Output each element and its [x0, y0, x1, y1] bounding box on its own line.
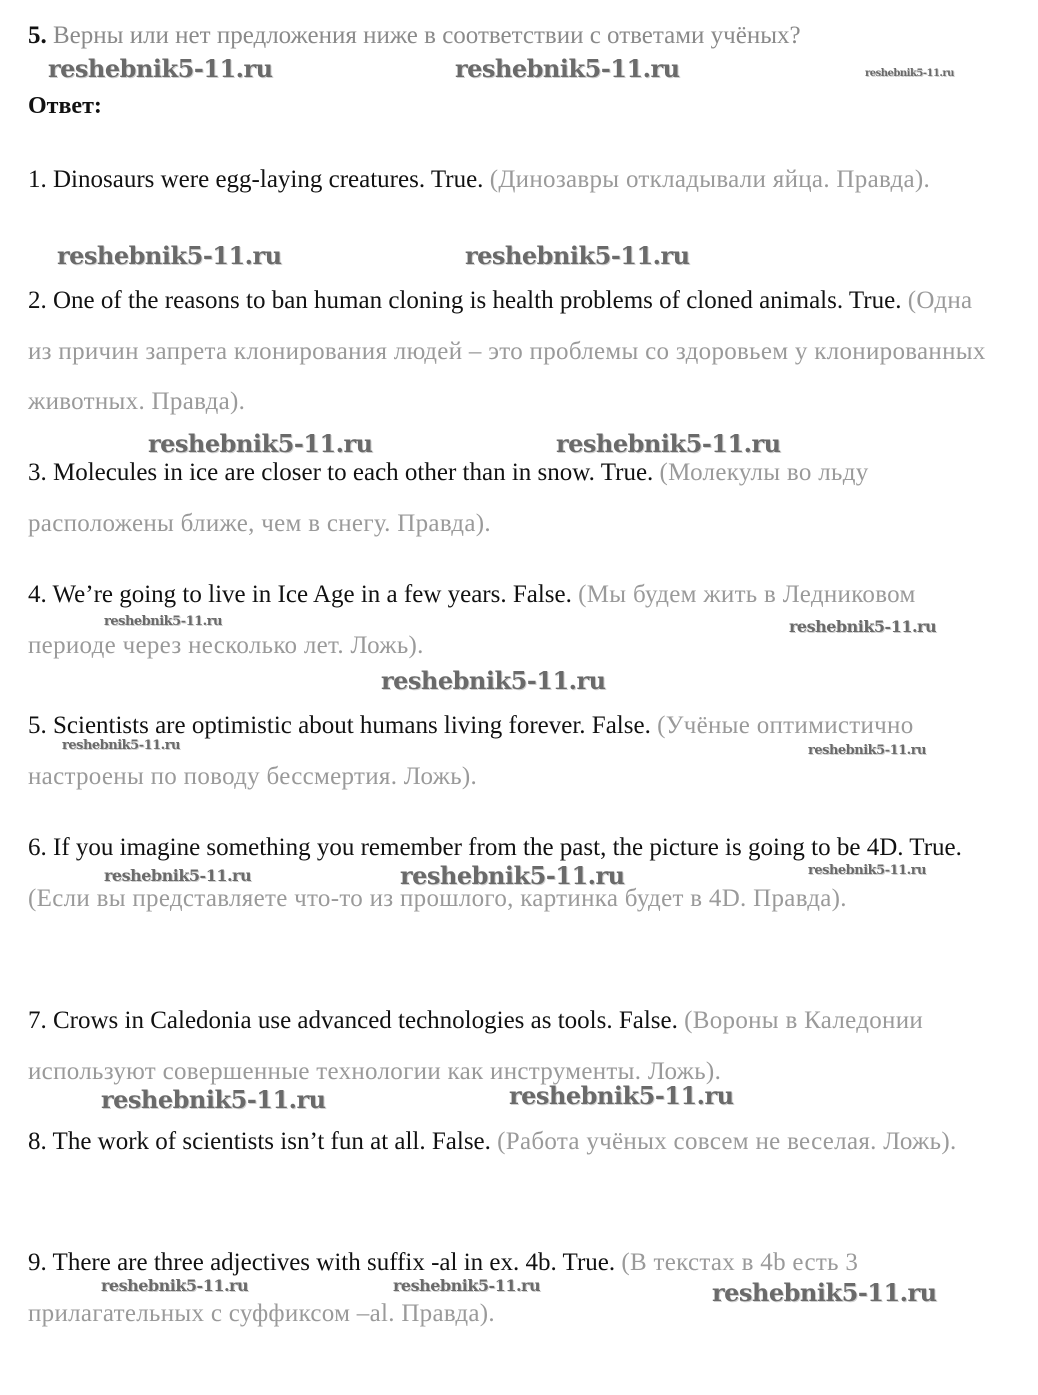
- answer-russian: (Одна из причин запрета клонирования людей – это проблемы со здоровьем у клонированных животных. Правда).: [28, 287, 986, 415]
- watermark: reshebnik5-11.ru: [509, 1081, 734, 1110]
- watermark: reshebnik5-11.ru: [104, 614, 223, 629]
- answer-label: Ответ:: [28, 93, 102, 119]
- answer-russian: (Молекулы во льду расположены ближе, чем в снегу. Правда).: [28, 459, 869, 537]
- watermark: reshebnik5-11.ru: [101, 1276, 249, 1295]
- watermark: reshebnik5-11.ru: [865, 68, 954, 79]
- answer-english: 9. There are three adjectives with suffix -al in ex. 4b. True.: [28, 1249, 616, 1276]
- watermark: reshebnik5-11.ru: [712, 1278, 937, 1307]
- answer-russian: (Работа учёных совсем не веселая. Ложь).: [497, 1128, 957, 1155]
- answer-russian: (Динозавры откладывали яйца. Правда).: [489, 166, 931, 193]
- watermark: reshebnik5-11.ru: [808, 743, 927, 758]
- answer-english: 4. We’re going to live in Ice Age in a few years. False.: [28, 581, 572, 608]
- watermark: reshebnik5-11.ru: [556, 429, 781, 458]
- answer-item-3: [28, 448, 988, 549]
- answer-english: 2. One of the reasons to ban human cloning is health problems of cloned animals. True.: [28, 287, 902, 314]
- task-text: Верны или нет предложения ниже в соответствии с ответами учёных?: [53, 22, 801, 49]
- watermark: reshebnik5-11.ru: [400, 861, 625, 890]
- answer-item-7: [28, 996, 988, 1097]
- watermark: reshebnik5-11.ru: [381, 666, 606, 695]
- watermark: reshebnik5-11.ru: [62, 738, 181, 753]
- answer-english: 6. If you imagine something you remember from the past, the picture is going to be 4D. True.: [28, 834, 962, 861]
- watermark: reshebnik5-11.ru: [455, 54, 680, 83]
- answer-russian: (Если вы представляете что-то из прошлого, картинка будет в 4D. Правда).: [28, 884, 847, 912]
- watermark: reshebnik5-11.ru: [48, 54, 273, 83]
- answer-russian: (Мы будем жить в Ледниковом периоде через несколько лет. Ложь).: [28, 581, 916, 659]
- answer-item-8: [28, 1117, 988, 1168]
- answer-english: 1. Dinosaurs were egg-laying creatures. True.: [28, 166, 484, 193]
- watermark: reshebnik5-11.ru: [57, 241, 282, 270]
- watermark: reshebnik5-11.ru: [808, 863, 927, 878]
- watermark: reshebnik5-11.ru: [104, 866, 252, 885]
- watermark: reshebnik5-11.ru: [393, 1276, 541, 1295]
- watermark: reshebnik5-11.ru: [148, 429, 373, 458]
- task-number: 5.: [28, 22, 47, 49]
- answer-english: 5. Scientists are optimistic about humans living forever. False.: [28, 712, 651, 739]
- answer-english: 3. Molecules in ice are closer to each other than in snow. True.: [28, 459, 654, 486]
- answer-russian: (Учёные оптимистично настроены по поводу бессмертия. Ложь).: [28, 712, 914, 790]
- watermark: reshebnik5-11.ru: [789, 617, 937, 636]
- answer-english: 7. Crows in Caledonia use advanced technologies as tools. False.: [28, 1007, 678, 1034]
- answer-russian: (Вороны в Каледонии используют совершенные технологии как инструменты. Ложь).: [28, 1007, 924, 1085]
- task-heading: [28, 22, 801, 50]
- answer-english: 8. The work of scientists isn’t fun at all. False.: [28, 1128, 491, 1155]
- answer-item-1: [28, 155, 988, 206]
- watermark: reshebnik5-11.ru: [465, 241, 690, 270]
- answer-item-2: [28, 276, 988, 428]
- answer-russian: (В текстах в 4b есть 3 прилагательных с суффиксом –al. Правда).: [28, 1249, 859, 1327]
- watermark: reshebnik5-11.ru: [101, 1085, 326, 1114]
